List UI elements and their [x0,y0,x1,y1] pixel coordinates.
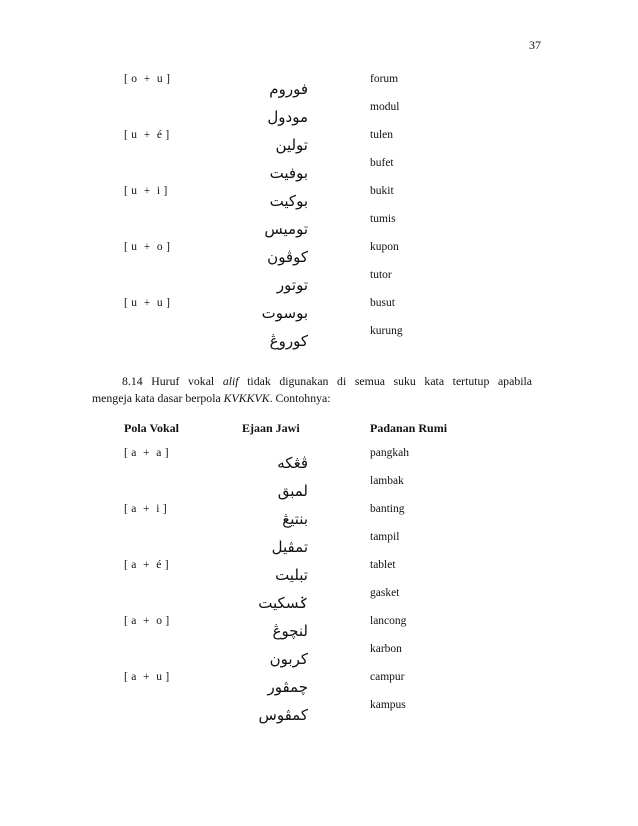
table-row [0,269,638,297]
jawi-spelling: مودول [267,108,308,126]
table-row [0,185,638,213]
vowel-pattern: [ u + é ] [124,129,170,141]
vowel-pattern: [ a + é ] [124,559,169,571]
rumi-equivalent: tulen [370,129,393,141]
jawi-spelling: توتور [276,276,308,294]
jawi-spelling: کربون [269,650,308,668]
table-row [0,699,638,727]
paragraph-text: tidak digunakan di semua suku kata tertutup apabila [238,374,533,388]
table-row [0,671,638,699]
table-row [0,297,638,325]
rumi-equivalent: karbon [370,643,402,655]
table-row [0,241,638,269]
header-pola-vokal: Pola Vokal [124,421,180,435]
rumi-equivalent: pangkah [370,447,409,459]
paragraph-line [92,373,532,390]
jawi-spelling: تولين [275,136,308,154]
rumi-equivalent: banting [370,503,405,515]
vowel-pattern: [ a + a ] [124,447,169,459]
header-ejaan-jawi: Ejaan Jawi [242,421,300,435]
paragraph-line [92,390,532,407]
jawi-spelling: لنچوڠ [272,622,308,640]
table-row [0,643,638,671]
table-row [0,503,638,531]
table-row [0,587,638,615]
table-row [0,615,638,643]
paragraph-italic: alif [222,374,239,388]
jawi-spelling: چمڤور [267,678,308,696]
table-row [0,559,638,587]
table-row [0,73,638,101]
vowel-pattern: [ a + o ] [124,615,170,627]
rumi-equivalent: lambak [370,475,404,487]
paragraph-italic: KVKKVK [223,391,270,405]
jawi-spelling: ݢسکيت [258,594,308,612]
rumi-equivalent: tutor [370,269,392,281]
rumi-equivalent: tablet [370,559,396,571]
header-padanan-rumi: Padanan Rumi [370,421,448,435]
table-row [0,531,638,559]
jawi-spelling: بوکيت [269,192,308,210]
rumi-equivalent: bukit [370,185,394,197]
jawi-spelling: ڤڠکه [277,454,308,472]
rumi-equivalent: gasket [370,587,400,599]
jawi-spelling: لمبق [277,482,308,500]
rumi-equivalent: kampus [370,699,406,711]
jawi-spelling: بنتيڠ [282,510,308,528]
table-row [0,129,638,157]
paragraph-text: mengeja kata dasar berpola [92,391,224,405]
vowel-pattern: [ u + u ] [124,297,171,309]
rumi-equivalent: busut [370,297,395,309]
table-row [0,213,638,241]
body-paragraph [92,373,532,407]
vowel-pattern: [ u + o ] [124,241,171,253]
page-number: 37 [529,38,541,52]
table-row [0,101,638,129]
vowel-pattern: [ a + u ] [124,671,170,683]
rumi-equivalent: kurung [370,325,403,337]
jawi-spelling: بوسوت [261,304,308,322]
table-header [0,421,638,441]
rumi-equivalent: tumis [370,213,396,225]
paragraph-text: 8.14 Huruf vokal [122,374,223,388]
paragraph-text: . Contohnya: [269,391,331,405]
vowel-pattern: [ o + u ] [124,73,171,85]
jawi-spelling: کمڤوس [258,706,308,724]
vowel-pattern: [ u + i ] [124,185,168,197]
rumi-equivalent: modul [370,101,400,113]
jawi-spelling: کوروڠ [269,332,308,350]
rumi-equivalent: lancong [370,615,407,627]
jawi-spelling: توميس [264,220,308,238]
rumi-equivalent: kupon [370,241,399,253]
table-row [0,447,638,475]
table-row [0,475,638,503]
rumi-equivalent: tampil [370,531,400,543]
jawi-spelling: تمڤيل [271,538,308,556]
table-row [0,325,638,353]
rumi-equivalent: forum [370,73,399,85]
jawi-spelling: فوروم [269,80,308,98]
rumi-equivalent: campur [370,671,405,683]
vowel-pattern: [ a + i ] [124,503,167,515]
table-row [0,157,638,185]
jawi-spelling: بوفيت [269,164,308,182]
jawi-spelling: تبليت [275,566,308,584]
rumi-equivalent: bufet [370,157,394,169]
jawi-spelling: کوڤون [267,248,308,266]
